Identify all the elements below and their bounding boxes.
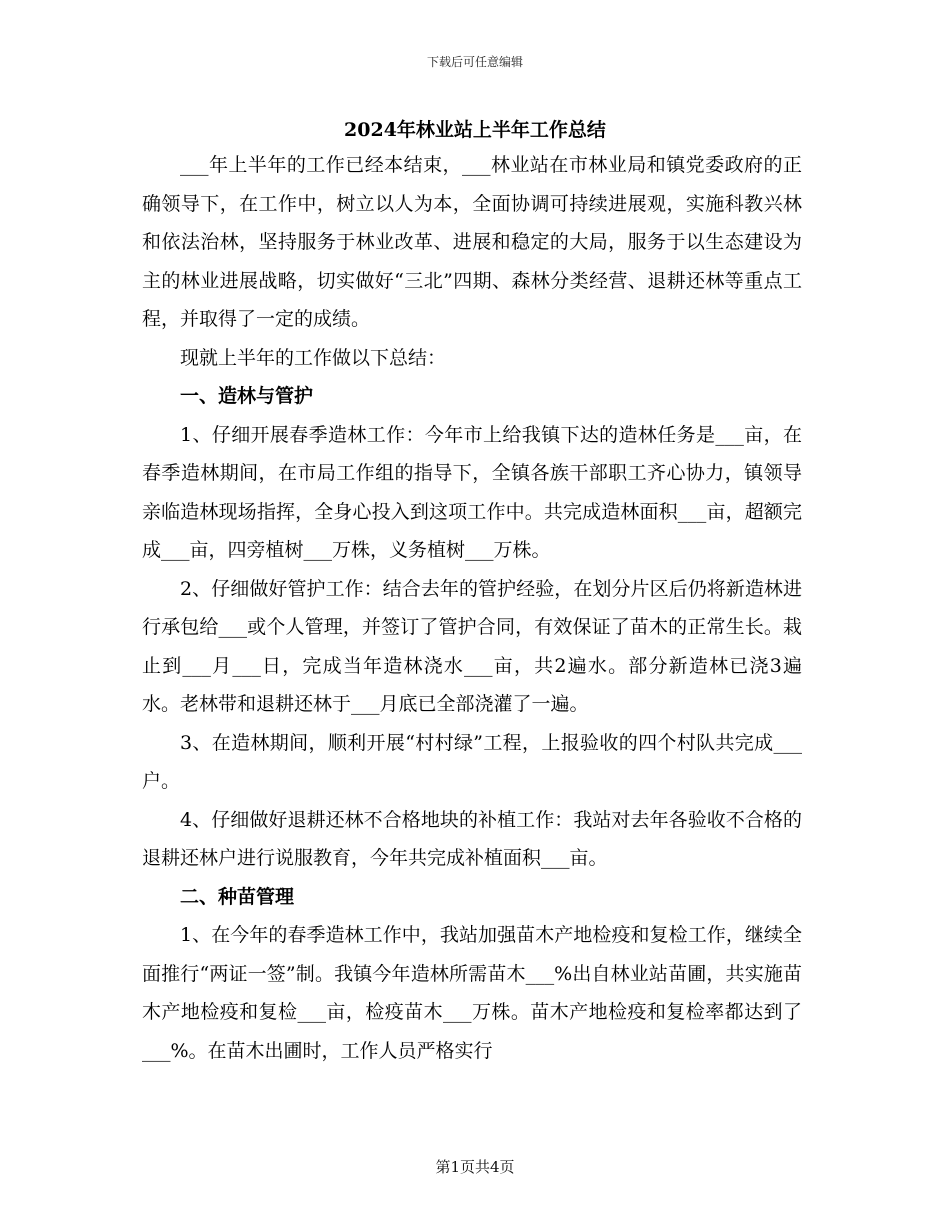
paragraph-summary-lead: 现就上半年的工作做以下总结： xyxy=(180,346,447,369)
document-body xyxy=(142,146,802,1070)
paragraph-item: 4、仔细做好退耕还林不合格地块的补植工作：我站对去年各验收不合格的退耕还林户进行说服教育，今年共完成补植面积___亩。 xyxy=(142,808,802,869)
section-heading-seedlings: 二、种苗管理 xyxy=(180,885,295,908)
section-heading-afforestation: 一、造林与管护 xyxy=(180,385,314,407)
page-number: 第1页共4页 xyxy=(435,1158,515,1176)
paragraph-intro: ___年上半年的工作已经本结束，___林业站在市林业局和镇党委政府的正确领导下，在工作中，树立以人为本，全面协调可持续进展观，实施科教兴林和依法治林，坚持服务于林业改革、进展和稳定的大局，服务于以生态建设为主的林业进展战略，切实做好“三北”四期、森林分类经营、退耕还林等重点工程，并取得了一定的成绩。 xyxy=(142,154,802,330)
paragraph-item: 2、仔细做好管护工作：结合去年的管护经验，在划分片区后仍将新造林进行承包给___或个人管理，并签订了管护合同，有效保证了苗木的正常生长。栽止到___月___日，完成当年造林浇水___亩，共2遍水。部分新造林已浇3遍水。老林带和退耕还林于___月底已全部浇灌了一遍。 xyxy=(142,577,802,715)
paragraph-item: 3、在造林期间，顺利开展“村村绿”工程，上报验收的四个村队共完成___户。 xyxy=(142,731,802,792)
page-header: 下载后可任意编辑 xyxy=(426,55,523,69)
paragraph-item: 1、仔细开展春季造林工作：今年市上给我镇下达的造林任务是___亩，在春季造林期间，在市局工作组的指导下，全镇各族干部职工齐心协力，镇领导亲临造林现场指挥，全身心投入到这项工作中。共完成造林面积___亩，超额完成___亩，四旁植树___万株，义务植树___万株。 xyxy=(142,423,802,561)
paragraph-item: 1、在今年的春季造林工作中，我站加强苗木产地检疫和复检工作，继续全面推行“两证一签”制。我镇今年造林所需苗木___%出自林业站苗圃，共实施苗木产地检疫和复检___亩，检疫苗木___万株。苗木产地检疫和复检率都达到了___%。在苗木出圃时，工作人员严格实行 xyxy=(142,924,802,1062)
document-title: 2024年林业站上半年工作总结 xyxy=(344,119,606,141)
